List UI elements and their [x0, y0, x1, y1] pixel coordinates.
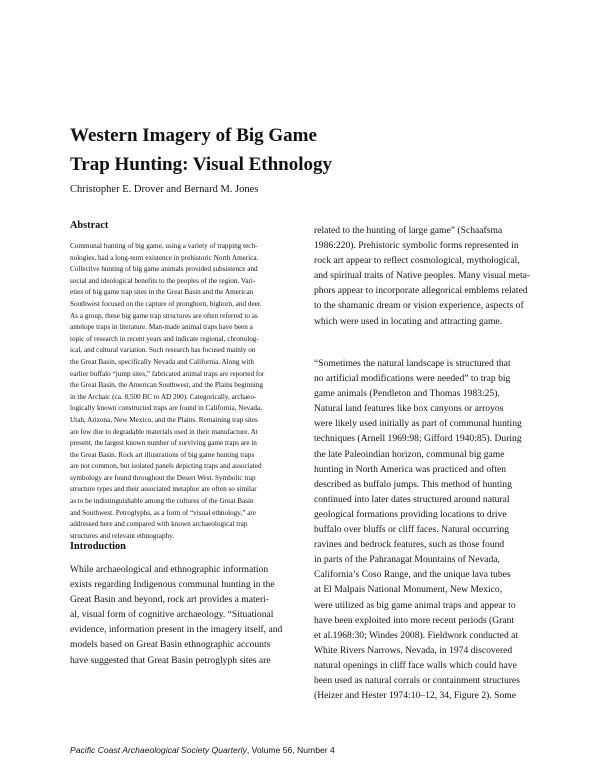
author-line: Christopher E. Drover and Bernard M. Jones: [70, 184, 259, 195]
body-text-line: at El Malpais National Monument, New Mexico,: [314, 584, 503, 596]
body-text-line: hunting in North America was practiced and often: [314, 463, 507, 475]
body-text-line: rock art appear to reflect cosmological, mythological,: [314, 255, 520, 267]
article-title: [70, 121, 530, 179]
introduction-text-line: evidence, information present in the imagery itself, and: [70, 624, 283, 636]
body-text-line: were utilized as big game animal traps and appear to: [314, 599, 516, 611]
body-text-line: which were used in locating and attracting game.: [314, 315, 503, 327]
introduction-text-line: Great Basin and beyond, rock art provides a materi-: [70, 594, 270, 606]
abstract-text-line: in the Archaic (ca. 8,500 BC to AD 200). Categorically, archaeo-: [70, 392, 257, 401]
abstract-text-line: structure types and their associated metaphor are often so similar: [70, 485, 257, 494]
body-text-line: continued into later dates structured around natural: [314, 493, 510, 505]
abstract-text-line: the Great Basin. Rock art illustrations of big game hunting traps: [70, 450, 255, 459]
abstract-text-line: addressed here and compared with known archaeological trap: [70, 520, 248, 529]
body-text-line: natural openings in cliff face walls which could have: [314, 659, 517, 671]
abstract-text-line: Utah, Arizona, New Mexico, and the Plains. Remaining trap sites: [70, 415, 258, 424]
introduction-text-line: have suggested that Great Basin petroglyph sites are: [70, 654, 271, 666]
body-text-line: buffalo over bluffs or cliff faces. Natural occurring: [314, 524, 509, 536]
abstract-text-line: are not common, but isolated panels depicting traps and associated: [70, 462, 262, 471]
body-text-line: game animals (Pendleton and Thomas 1983:25).: [314, 388, 500, 400]
body-text-line: and spiritual traits of Native peoples. Many visual meta-: [314, 270, 531, 282]
abstract-text-line: social and ideological benefits to the peoples of the region. Vari-: [70, 276, 256, 285]
abstract-text-line: the Great Basin, specifically Nevada and California. Along with: [70, 357, 255, 366]
introduction-text-line: models based on Great Basin ethnographic accounts: [70, 639, 271, 651]
abstract-text-line: As a group, these big game trap structures are often referred to as: [70, 311, 258, 320]
introduction-text-line: While archaeological and ethnographic information: [70, 564, 269, 575]
body-text-line: techniques (Arnell 1969:98; Gifford 1940:85). During: [314, 433, 522, 445]
abstract-text-line: are few due to degradable materials used in their manufacture. At: [70, 427, 258, 436]
body-text-line: to the shamanic dream or vision experience, aspects of: [314, 300, 524, 312]
body-text-line: ravines and bedrock features, such as those found: [314, 539, 505, 551]
body-text-line: in parts of the Pahranagat Mountains of Nevada,: [314, 554, 500, 566]
body-text-line: no artificial modifications were needed” to trap big: [314, 373, 511, 385]
abstract-text-line: earlier buffalo “jump sites,” fabricated animal traps are reported for: [70, 369, 265, 378]
body-text-line: (Heizer and Hester 1974:10–12, 34, Figure 2). Some: [314, 690, 516, 702]
right-column-paragraph-2: [314, 356, 522, 703]
body-text-line: et al.1968:30; Windes 2008). Fieldwork conducted at: [314, 629, 519, 641]
abstract-text-line: Collective hunting of big game animals provided subsistence and: [70, 265, 258, 274]
right-column-paragraph-1: [314, 223, 530, 329]
abstract-text-line: topic of research in recent years and indicate regional, chronolog-: [70, 334, 259, 343]
body-text-line: been used as natural corrals or containment structures: [314, 674, 520, 686]
abstract-text-line: logically known constructed traps are found in California, Nevada,: [70, 404, 263, 413]
abstract-text-line: present, the largest known number of surviving game traps are in: [70, 439, 257, 448]
title-line-1: Western Imagery of Big Game: [70, 125, 317, 146]
body-text-line: were likely used initially as part of communal hunting: [314, 418, 522, 430]
body-text-line: 1986:220). Prehistoric symbolic forms represented in: [314, 240, 519, 252]
abstract-body: [70, 241, 264, 542]
abstract-text-line: Communal hunting of big game, using a variety of trapping tech-: [70, 242, 258, 250]
journal-name: Pacific Coast Archaeological Society Quarterly: [70, 745, 247, 755]
introduction-heading: Introduction: [70, 541, 126, 552]
introduction-body: [70, 562, 282, 668]
body-text-line: the late Paleoindian horizon, communal big game: [314, 448, 505, 460]
title-line-2: Trap Hunting: Visual Ethnology: [70, 154, 333, 175]
abstract-text-line: the Great Basin, the American Southwest, and the Plains beginning: [70, 381, 264, 390]
abstract-text-line: nologies, had a long-term existence in prehistoric North America.: [70, 253, 259, 262]
page-footer: [70, 744, 335, 756]
body-text-line: related to the hunting of large game” (Schaafsma: [314, 225, 503, 236]
abstract-text-line: as to be indistinguishable among the cultures of the Great Basin: [70, 497, 254, 506]
body-text-line: have been exploited into more recent periods (Grant: [314, 614, 515, 626]
body-text-line: geological formations providing locations to drive: [314, 508, 507, 520]
abstract-text-line: eties of big game trap sites in the Great Basin and the American: [70, 288, 254, 297]
introduction-text-line: exists regarding Indigenous communal hunting in the: [70, 579, 275, 591]
body-text-line: described as buffalo jumps. This method of hunting: [314, 478, 512, 490]
abstract-text-line: structures and relevant ethnography.: [70, 531, 175, 540]
abstract-text-line: symbology are found throughout the Desert West. Symbolic trap: [70, 473, 256, 482]
body-text-line: “Sometimes the natural landscape is structured that: [314, 358, 511, 369]
body-text-line: Natural land features like box canyons or arroyos: [314, 403, 504, 415]
abstract-text-line: and Southwest. Petroglyphs, as a form of “visual ethnology,” are: [70, 508, 256, 517]
abstract-heading: Abstract: [70, 220, 109, 231]
volume-info: , Volume 56, Number 4: [246, 745, 335, 755]
body-text-line: phors appear to incorporate allegorical emblems related: [314, 285, 528, 297]
abstract-text-line: Southwest focused on the capture of pronghorn, bighorn, and deer.: [70, 299, 262, 308]
body-text-line: White Rivers Narrows, Nevada, in 1974 discovered: [314, 644, 513, 656]
abstract-text-line: ical, and cultural variation. Such research has focused mainly on: [70, 346, 256, 355]
body-text-line: California’s Coso Range, and the unique lava tubes: [314, 569, 511, 581]
introduction-text-line: al, visual form of cognitive archaeology. “Situational: [70, 609, 274, 621]
abstract-text-line: antelope traps in literature. Man-made animal traps have been a: [70, 323, 253, 332]
